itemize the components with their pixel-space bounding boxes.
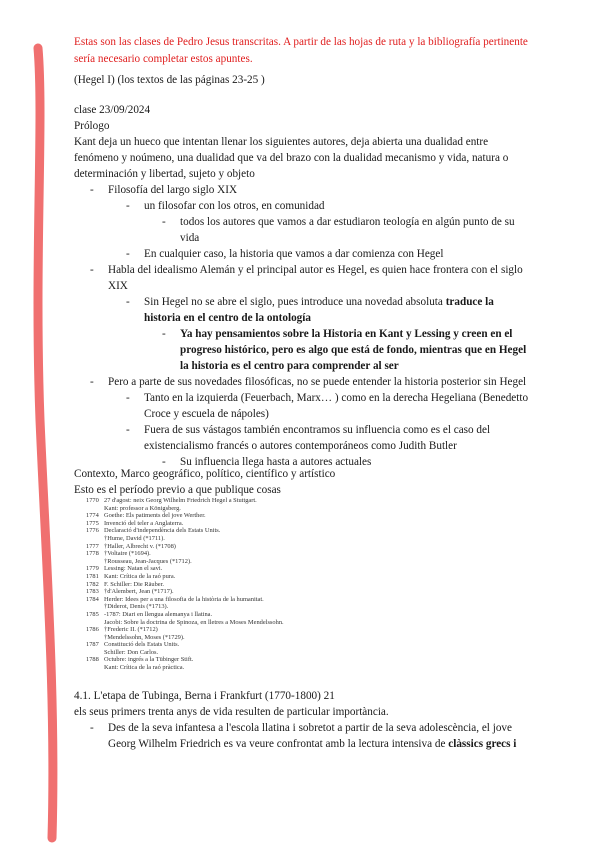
timeline-row: [86, 505, 326, 513]
timeline-row: [86, 611, 326, 619]
timeline-year: 1786: [86, 626, 99, 634]
timeline-year: 1777: [86, 542, 99, 550]
timeline-event: †Diderot, Denis (*1713).: [104, 603, 169, 611]
timeline-row: [86, 527, 326, 535]
timeline-row: [86, 520, 326, 528]
youth-bold-text: clàssics grecs i: [448, 738, 517, 750]
timeline-year: 1782: [86, 580, 99, 588]
timeline-event: Schiller: Don Carlos.: [104, 648, 159, 656]
timeline-image: [86, 497, 326, 672]
timeline-row: [86, 656, 326, 664]
timeline-event: †Mendelssohn, Moses (*1729).: [104, 633, 185, 641]
timeline-row: [86, 634, 326, 642]
timeline-row: [86, 619, 326, 627]
timeline-row: [86, 512, 326, 520]
timeline-event: Kant: Crítica de la raó pràctica.: [104, 664, 185, 672]
timeline-year: 1788: [86, 656, 99, 664]
timeline-year: [86, 664, 104, 672]
timeline-event: †Haller, Albrecht v. (*1708): [104, 542, 176, 550]
bullet-youth: [108, 720, 528, 752]
context-heading: Contexto, Marco geográfico, político, científico y artístico: [74, 468, 336, 480]
bullet-dash: -: [162, 456, 166, 468]
timeline-event: Constitució dels Estats Units.: [104, 641, 180, 649]
timeline-year: [86, 603, 104, 611]
timeline-event: Kant: professor a Königsberg.: [104, 504, 181, 512]
bullet-dash: -: [90, 722, 94, 734]
timeline-event: 27 d'agost: neix Georg Wilhelm Friedrich Hegel a Stuttgart.: [104, 497, 257, 504]
timeline-row: [86, 588, 326, 596]
bullet-theology: todos los autores que vamos a dar estudiaron teología en algún punto de su vida: [180, 216, 515, 244]
timeline-row: [86, 550, 326, 558]
timeline-event: †Frederic II. (*1712): [104, 626, 158, 634]
timeline-event: Declaració d'independència dels Estats Units.: [104, 527, 221, 535]
timeline-year: 1781: [86, 572, 99, 580]
timeline-event: Octubre: ingrés a la Tübinger Stift.: [104, 656, 194, 664]
youth-text: Des de la seva infantesa a l'escola llatina i sobretot a partir de la seva adolescència, el jove Georg Wilhelm Friedrich es va veure confrontat amb la lectura intensiva de: [108, 722, 512, 750]
novelty-bold-text: traduce la historia en el centro de la ontología: [144, 296, 494, 324]
bullet-existentialism: Fuera de sus vástagos también encontramos su influencia como es el caso del existencialismo francés o autores contemporáneos como Judith Butler: [144, 424, 491, 452]
timeline-row: [86, 558, 326, 566]
bullet-idealism: Habla del idealismo Alemán y el principal autor es Hegel, es quien hace frontera con el siglo XIX: [108, 264, 523, 292]
timeline-event: †Hume, David (*1711).: [104, 534, 165, 542]
timeline-event: †d'Alembert, Jean (*1717).: [104, 588, 174, 596]
timeline-row: [86, 664, 326, 672]
timeline-row: [86, 535, 326, 543]
timeline-row: [86, 581, 326, 589]
timeline-year: 1775: [86, 519, 99, 527]
intro-note: Estas son las clases de Pedro Jesus transcritas. A partir de las hojas de ruta y la bibliografía pertinente sería necesario completar estos apuntes.: [74, 36, 528, 65]
timeline-event: Lessing: Natan el savi.: [104, 565, 163, 573]
bullet-later-history: Pero a parte de sus novedades filosóficas, no se puede entender la historia posterior sin Hegel: [108, 376, 527, 388]
timeline-event: Goethe: Els patiments del jove Werther.: [104, 512, 206, 520]
bullet-starts-hegel: En cualquier caso, la historia que vamos a dar comienza con Hegel: [144, 248, 444, 260]
timeline-event: †Rousseau, Jean-Jacques (*1712).: [104, 557, 192, 565]
timeline-event: Kant: Crítica de la raó pura.: [104, 572, 176, 580]
class-date: clase 23/09/2024: [74, 104, 151, 116]
timeline-row: [86, 603, 326, 611]
timeline-year: [86, 558, 104, 566]
timeline-year: 1770: [86, 497, 99, 504]
prologue-heading: Prólogo: [74, 120, 110, 132]
context-text: Esto es el período previo a que publique cosas: [74, 484, 281, 496]
bullet-community: un filosofar con los otros, en comunidad: [144, 200, 325, 212]
bullet-kant-lessing: Ya hay pensamientos sobre la Historia en Kant y Lessing y creen en el progreso histórico, pero es algo que está de fondo, mientras que en Hegel la historia es el centro para comprender al ser: [180, 328, 527, 372]
novelty-text: Sin Hegel no se abre el siglo, pues introduce una novedad absoluta: [144, 296, 446, 308]
bullet-dash: -: [126, 424, 130, 436]
timeline-row: [86, 497, 326, 505]
timeline-year: [86, 619, 104, 627]
bullet-dash: -: [126, 200, 130, 212]
bullet-left-right: Tanto en la izquierda (Feuerbach, Marx… ) como en la derecha Hegeliana (Benedetto Croce y escuela de nápoles): [144, 392, 529, 420]
timeline-year: 1776: [86, 527, 99, 535]
timeline-row: [86, 649, 326, 657]
timeline-event: Jacobi: Sobre la doctrina de Spinoza, en lletres a Moses Mendelssohn.: [104, 618, 284, 626]
bullet-dash: -: [90, 184, 94, 196]
bullet-current-authors: Su influencia llega hasta a autores actuales: [180, 456, 372, 468]
timeline-year: [86, 634, 104, 642]
bullet-dash: -: [162, 328, 166, 340]
timeline-event: Herder: Idees per a una filosofia de la història de la humanitat.: [104, 595, 264, 603]
timeline-year: [86, 505, 104, 513]
timeline-year: 1783: [86, 588, 99, 596]
hegel-reference: (Hegel I) (los textos de las páginas 23-25 ): [74, 74, 265, 86]
timeline-year: 1779: [86, 565, 99, 573]
bullet-dash: -: [126, 296, 130, 308]
timeline-year: 1778: [86, 550, 99, 558]
timeline-year: [86, 649, 104, 657]
timeline-row: [86, 573, 326, 581]
timeline-event: -1787: Diari en llengua alemanya i llatina.: [104, 610, 213, 618]
timeline-event: Invenció del teler a Anglaterra.: [104, 519, 184, 527]
timeline-row: [86, 543, 326, 551]
timeline-row: [86, 596, 326, 604]
prologue-text: Kant deja un hueco que intentan llenar los siguientes autores, deja abierta una dualidad entre fenómeno y noúmeno, una dualidad que va del brazo con la dualidad mecanismo y vida, natura o determinación y libertad, sujeto y objeto: [74, 136, 509, 180]
timeline-event: F. Schiller: Die Räuber.: [104, 580, 165, 588]
bullet-novelty: [144, 294, 524, 326]
timeline-row: [86, 641, 326, 649]
bullet-dash: -: [162, 216, 166, 228]
timeline-row: [86, 565, 326, 573]
timeline-event: †Voltaire (*1694).: [104, 550, 151, 558]
bullet-dash: -: [126, 248, 130, 260]
bullet-long-century: Filosofía del largo siglo XIX: [108, 184, 238, 196]
timeline-year: 1774: [86, 512, 99, 520]
timeline-year: 1787: [86, 641, 99, 649]
section-text: els seus primers trenta anys de vida resulten de particular importància.: [74, 706, 389, 718]
timeline-row: [86, 626, 326, 634]
section-heading: 4.1. L'etapa de Tubinga, Berna i Frankfurt (1770-1800) 21: [74, 690, 335, 702]
timeline-year: 1784: [86, 595, 99, 603]
timeline-year: 1785: [86, 610, 99, 618]
bullet-dash: -: [90, 264, 94, 276]
bullet-dash: -: [90, 376, 94, 388]
timeline-year: [86, 535, 104, 543]
bullet-dash: -: [126, 392, 130, 404]
